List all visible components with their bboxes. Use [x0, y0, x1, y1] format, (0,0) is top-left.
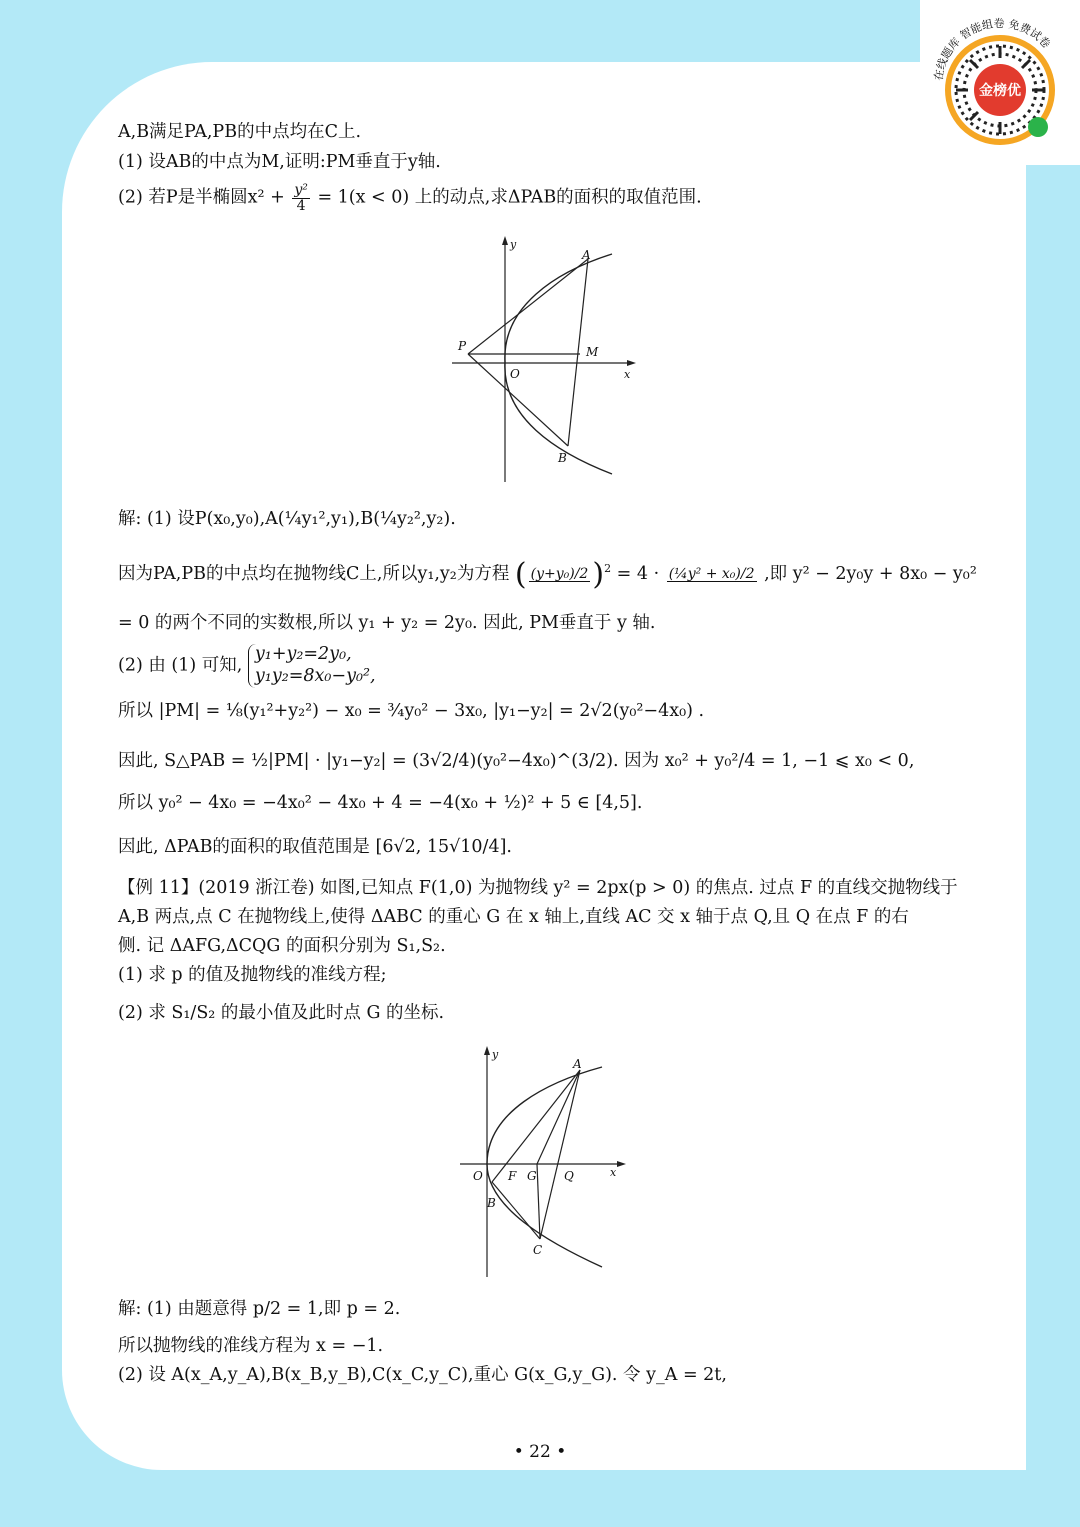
problem-part-2: (2) 若P是半椭圆x² + $\frac{\text{y²}}{4}$ = 1(x < 0) 上的动点,求ΔPAB的面积的取值范围. — [118, 182, 702, 214]
solution1-line-1: 解: (1) 设P(x₀,y₀),A(¼y₁²,y₁),B(¼y₂²,y₂). — [118, 509, 456, 529]
solution1-line-6: 因此, S△PAB = ½|PM| · |y₁−y₂| = (3√2/4)(y₀²−4x₀)^(3/2). 因为 x₀² + y₀²/4 = 1, −1 ⩽ x₀ < 0, — [118, 751, 915, 771]
wechat-icon — [1028, 117, 1048, 137]
figure-2-diagram — [452, 1042, 632, 1282]
solution1-line-2: 因为PA,PB的中点均在抛物线C上,所以y₁,y₂为方程 ( (y+y₀)/2 )$^2$ = 4 · (¼y² + x₀)/2 ,即 y² − 2y₀y + 8x₀ − y₀² — [118, 557, 977, 592]
segment-BC — [492, 1182, 540, 1239]
segment-AB — [568, 259, 588, 446]
solution1-line-5: 所以 |PM| = ⅛(y₁²+y₂²) − x₀ = ¾y₀² − 3x₀, |y₁−y₂| = 2√2(y₀²−4x₀) . — [118, 701, 705, 721]
label-F: F — [508, 1169, 517, 1183]
label-C: C — [533, 1243, 543, 1257]
qr-code-icon — [920, 0, 1080, 165]
page-number: • 22 • — [513, 1442, 567, 1462]
segment-GC — [537, 1164, 540, 1239]
label-x: x — [610, 1166, 617, 1179]
label-G: G — [527, 1169, 537, 1183]
parabola-curve — [505, 254, 612, 474]
label-A: A — [573, 1057, 582, 1071]
label-y: y — [510, 238, 517, 251]
label-P: P — [458, 339, 467, 353]
label-y: y — [492, 1048, 499, 1061]
example11-line-4: (1) 求 p 的值及抛物线的准线方程; — [118, 965, 387, 985]
solution1-line-7: 所以 y₀² − 4x₀ = −4x₀² − 4x₀ + 4 = −4(x₀ + ½)² + 5 ∈ [4,5]. — [118, 793, 643, 813]
qr-brand: 金榜优 — [979, 83, 1021, 99]
figure-1-diagram — [440, 232, 640, 492]
problem-part-1: (1) 设AB的中点为M,证明:PM垂直于y轴. — [118, 152, 441, 172]
solution2-line-1: 解: (1) 由题意得 p/2 = 1,即 p = 2. — [118, 1299, 401, 1319]
solution1-line-8: 因此, ΔPAB的面积的取值范围是 [6√2, 15√10/4]. — [118, 837, 512, 857]
label-A: A — [582, 248, 591, 262]
segment-PA — [468, 259, 588, 354]
solution1-line-3: = 0 的两个不同的实数根,所以 y₁ + y₂ = 2y₀. 因此, PM垂直于 y 轴. — [118, 613, 656, 633]
solution1-line-4: (2) 由 (1) 可知, y₁+y₂=2y₀, y₁y₂=8x₀−y₀², — [118, 644, 376, 686]
example11-line-5: (2) 求 S₁/S₂ 的最小值及此时点 G 的坐标. — [118, 1003, 445, 1023]
example11-line-3: 侧. 记 ΔAFG,ΔCQG 的面积分别为 S₁,S₂. — [118, 936, 446, 956]
label-M: M — [586, 345, 599, 359]
qr-arc-text: 在线题库 智能组卷 免费试卷 — [932, 16, 1053, 82]
equation-system: y₁+y₂=2y₀, y₁y₂=8x₀−y₀², — [248, 644, 376, 688]
label-O: O — [510, 367, 520, 381]
label-O: O — [473, 1169, 483, 1183]
qr-code-badge[interactable] — [920, 0, 1080, 165]
example11-line-1: 【例 11】(2019 浙江卷) 如图,已知点 F(1,0) 为抛物线 y² = 2px(p > 0) 的焦点. 过点 F 的直线交抛物线于 — [118, 878, 958, 898]
label-B: B — [487, 1196, 496, 1210]
label-Q: Q — [564, 1169, 574, 1183]
label-B: B — [558, 451, 567, 465]
problem-line-1: A,B满足PA,PB的中点均在C上. — [118, 122, 362, 142]
solution2-line-2: 所以抛物线的准线方程为 x = −1. — [118, 1336, 384, 1356]
label-x: x — [624, 368, 631, 381]
solution2-line-3: (2) 设 A(x_A,y_A),B(x_B,y_B),C(x_C,y_C),重心 G(x_G,y_G). 令 y_A = 2t, — [118, 1365, 727, 1385]
example11-line-2: A,B 两点,点 C 在抛物线上,使得 ΔABC 的重心 G 在 x 轴上,直线 AC 交 x 轴于点 Q,且 Q 在点 F 的右 — [118, 907, 909, 927]
